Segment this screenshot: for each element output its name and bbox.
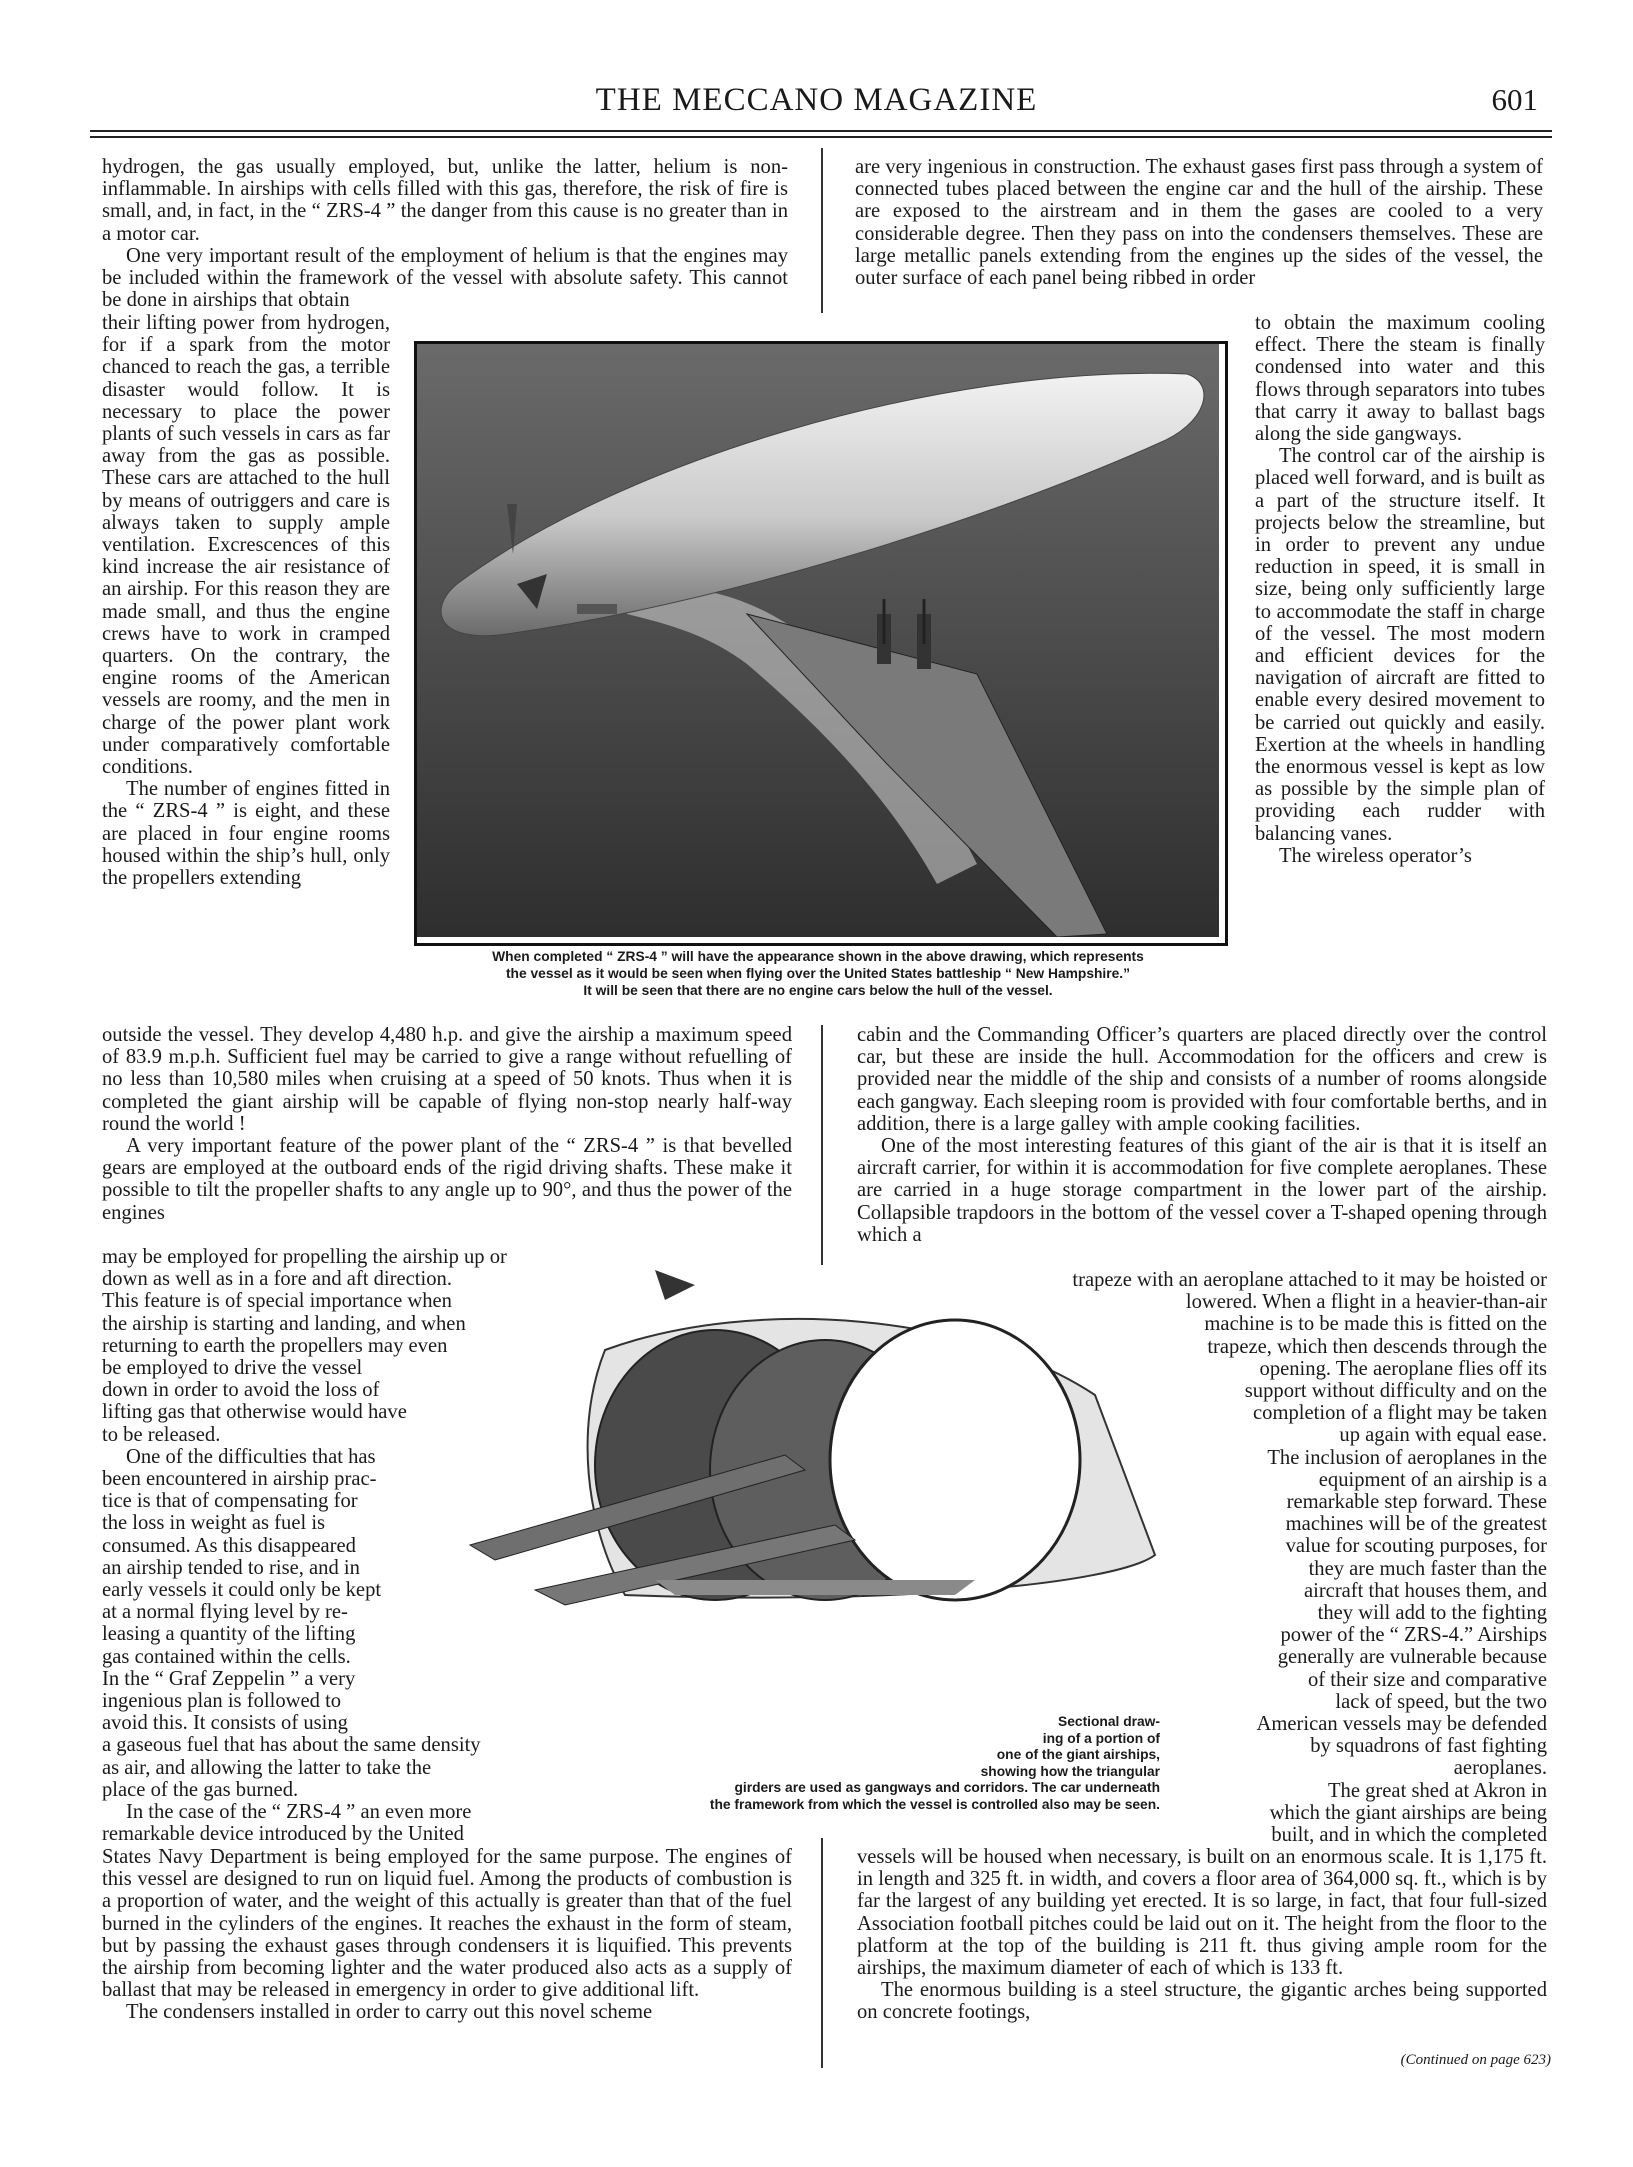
column-divider-middle (821, 1025, 823, 1265)
text-line: which the giant airships are being (1269, 1801, 1547, 1824)
caption-line: girders are used as gangways and corridors. The car underneath (734, 1780, 1160, 1795)
text-line: generally are vulnerable because (1277, 1646, 1547, 1669)
caption-line: the framework from which the vessel is controlled also may be seen. (709, 1796, 1160, 1812)
continued-note: (Continued on page 623) (1400, 2052, 1551, 2068)
text-line: built, and in which the completed (1271, 1824, 1547, 1847)
paragraph: are very ingenious in construction. The exhaust gases first pass through a system of connected tubes placed between the engine car and the hull of the airship. These are exposed to the airstream and in them the gases are cooled to a very considerable degree. Then they pass on into the condensers themselves. These are large metallic panels extending from the engines up the sides of the vessel, the outer surface of each panel being ribbed in order (855, 156, 1543, 290)
text-line: a gaseous fuel that has about the same density (102, 1734, 481, 1757)
header-rule-bottom (90, 136, 1552, 138)
text-line: at a normal flying level by re- (102, 1601, 348, 1624)
header-rule-top (90, 130, 1552, 132)
paragraph: vessels will be housed when necessary, is built on an enormous scale. It is 1,175 ft. in length and 325 ft. in width, and covers a floor area of 364,000 sq. ft., which is by far the largest of any building yet erected. It is so large, in fact, that four full-sized Association football pitches could be laid out on it. The height from the floor to the platform at the top of the building is 211 ft. thus giving ample room for the airships, the maximum diameter of each of which is 133 ft. (857, 1846, 1547, 1980)
paragraph: hydrogen, the gas usually employed, but, unlike the latter, helium is non-inflammable. In airships with cells filled with this gas, therefore, the risk of fire is small, and, in fact, in the “ ZRS-4 ” the danger from this cause is no greater than in a motor car. (102, 156, 788, 245)
text-line: returning to earth the propellers may even (102, 1334, 448, 1357)
text-line: place of the gas burned. (102, 1778, 299, 1801)
column-divider-bottom (821, 1838, 823, 2068)
text-line: In the “ Graf Zeppelin ” a very (102, 1667, 356, 1690)
paragraph: The control car of the airship is placed well forward, and is built as a part of the structure itself. It projects below the streamline, but in order to prevent any undue reduction in speed, it is small in size, being only sufficiently large to accommodate the staff in charge of the vessel. The most modern and efficient devices for the navigation of aircraft are fitted to enable every desired movement to be carried out quickly and easily. Exertion at the wheels in handling the enormous vessel is kept as low as possible by the simple plan of providing each rudder with balancing vanes. (1255, 445, 1545, 845)
text-line: they will add to the fighting (1317, 1602, 1547, 1625)
paragraph: The wireless operator’s (1279, 844, 1472, 867)
caption-line: It will be seen that there are no engine cars below the hull of the vessel. (583, 983, 1053, 998)
text-line: down in order to avoid the loss of (102, 1379, 380, 1402)
column-divider-top (821, 148, 823, 313)
airship-illustration-frame (414, 341, 1228, 946)
sectional-drawing-illustration (455, 1255, 1165, 1615)
paragraph: cabin and the Commanding Officer’s quarters are placed directly over the control car, but these are inside the hull. Accommodation for the officers and crew is provided near the middle of the ship and consists of a number of rooms alongside each gangway. Each sleeping room is provided with four comfortable berths, and in addition, there is a large galley with ample cooking facilities. (857, 1024, 1547, 1135)
text-line: equipment of an airship is a (1318, 1468, 1547, 1491)
text-line: they are much faster than the (1308, 1557, 1547, 1580)
text-line: gas contained within the cells. (102, 1645, 351, 1668)
text-line: aircraft that houses them, and (1303, 1579, 1547, 1602)
right-column-narrow (1255, 312, 1545, 867)
paragraph: The enormous building is a steel structure, the gigantic arches being supported on concrete footings, (857, 1979, 1547, 2024)
text-line: the loss in weight as fuel is (102, 1512, 326, 1535)
right-column-middle (857, 1024, 1547, 1246)
caption-line: ing of a portion of (1042, 1730, 1160, 1746)
text-line: power of the “ ZRS-4.” Airships (1280, 1624, 1547, 1647)
text-line: tice is that of compensating for (102, 1490, 358, 1513)
text-line: avoid this. It consists of using (102, 1712, 348, 1735)
magazine-title: THE MECCANO MAGAZINE (595, 82, 1038, 118)
left-column-top (102, 156, 788, 311)
text-line: American vessels may be defended (1256, 1713, 1547, 1736)
text-line: trapeze with an aeroplane attached to it may be hoisted or (1072, 1269, 1547, 1291)
text-line: as air, and allowing the latter to take the (102, 1756, 432, 1779)
text-line: remarkable step forward. These (1286, 1491, 1547, 1514)
text-line: lowered. When a flight in a heavier-than-air (1185, 1291, 1547, 1314)
text-line: to be released. (102, 1423, 221, 1446)
text-line: opening. The aeroplane flies off its (1259, 1357, 1547, 1380)
text-line: leasing a quantity of the lifting (102, 1623, 356, 1646)
paragraph: The number of engines fitted in the “ ZRS-4 ” is eight, and these are placed in four engine rooms housed within the ship’s hull, only the propellers extending (102, 778, 390, 890)
paragraph: outside the vessel. They develop 4,480 h.p. and give the airship a maximum speed of 83.9 m.p.h. Sufficient fuel may be carried to give a range without refuelling of no less than 10,580 miles when cruising at a speed of 50 knots. Thus when it is completed the giant airship will be capable of flying non-stop nearly half-way round the world ! (102, 1024, 792, 1135)
text-line: an airship tended to rise, and in (102, 1556, 360, 1579)
text-line: down as well as in a fore and aft direction. (102, 1268, 452, 1291)
text-line: consumed. As this disappeared (102, 1534, 356, 1557)
left-column-middle (102, 1024, 792, 1224)
figure1-caption (414, 948, 1222, 999)
page-number: 601 (1491, 82, 1538, 117)
text-line: This feature is of special importance when (102, 1290, 452, 1313)
caption-line: showing how the triangular (980, 1763, 1160, 1779)
text-line: remarkable device introduced by the United (102, 1823, 464, 1846)
left-column-bottom (102, 1846, 792, 2024)
paragraph: One very important result of the employment of helium is that the engines may be included within the framework of the vessel with absolute safety. This cannot be done in airships that obtain (102, 244, 788, 312)
figure2-caption (600, 1714, 1160, 1813)
text-line: completion of a flight may be taken (1253, 1402, 1547, 1425)
paragraph: to obtain the maximum cooling effect. There the steam is finally condensed into water and this flows through separators into tubes that carry it away to ballast bags along the side gangways. (1255, 312, 1545, 446)
text-line: of their size and comparative (1307, 1668, 1547, 1691)
text-line: the airship is starting and landing, and when (102, 1312, 466, 1335)
paragraph: The condensers installed in order to carry out this novel scheme (126, 2001, 653, 2024)
paragraph: One of the most interesting features of this giant of the air is that it is itself an aircraft carrier, for within it is accommodation for five complete aeroplanes. These are carried in a huge storage compartment in the lower part of the airship. Collapsible trapdoors in the bottom of the vessel cover a T-shaped opening through which a (857, 1135, 1547, 1246)
text-line: support without difficulty and on the (1244, 1380, 1547, 1403)
text-line: The inclusion of aeroplanes in the (1267, 1446, 1547, 1469)
caption-line: When completed “ ZRS-4 ” will have the appearance shown in the above drawing, which represents (492, 949, 1144, 964)
left-column-narrow (102, 312, 390, 889)
text-line: early vessels it could only be kept (102, 1579, 382, 1602)
right-column-top (855, 156, 1543, 289)
right-column-bottom (857, 1846, 1547, 2024)
text-line: aeroplanes. (1453, 1757, 1547, 1780)
text-line: trapeze, which then descends through the (1207, 1335, 1547, 1358)
text-line: The great shed at Akron in (1327, 1779, 1547, 1802)
text-line: by squadrons of fast fighting (1310, 1735, 1547, 1758)
text-line: lack of speed, but the two (1335, 1690, 1547, 1713)
text-line: lifting gas that otherwise would have (102, 1401, 407, 1424)
caption-line: one of the giant airships, (996, 1747, 1160, 1762)
caption-line: the vessel as it would be seen when flying over the United States battleship “ New Hampshire.” (505, 966, 1131, 981)
text-line: may be employed for propelling the airship up or (102, 1246, 507, 1268)
text-line: been encountered in airship prac- (102, 1468, 377, 1491)
text-line: machine is to be made this is fitted on the (1204, 1313, 1547, 1336)
text-line: One of the difficulties that has (126, 1445, 376, 1468)
text-line: up again with equal ease. (1339, 1424, 1547, 1447)
text-line: ingenious plan is followed to (102, 1690, 342, 1713)
text-line: value for scouting purposes, for (1285, 1535, 1547, 1558)
caption-line: Sectional draw- (1058, 1714, 1160, 1729)
text-line: be employed to drive the vessel (102, 1357, 363, 1380)
paragraph: their lifting power from hydrogen, for if a spark from the motor chanced to reach the gas, a terrible disaster would follow. It is necessary to place the power plants of such vessels in cars as far away from the gas as possible. These cars are attached to the hull by means of outriggers and care is always taken to supply ample ventilation. Excrescences of this kind increase the air resistance of an airship. For this reason they are made small, and thus the engine crews have to work in cramped quarters. On the contrary, the engine rooms of the American vessels are roomy, and the men in charge of the power plant work under comparatively comfortable conditions. (102, 312, 390, 779)
airship-over-battleship-illustration (417, 344, 1219, 937)
paragraph: States Navy Department is being employed for the same purpose. The engines of this vessel are designed to run on liquid fuel. Among the products of combustion is a proportion of water, and the weight of this actually is greater than that of the fuel burned in the cylinders of the engines. It reaches the exhaust in the form of steam, but by passing the exhaust gases through condensers it is liquified. This prevents the airship from becoming lighter and the water produced also acts as a supply of ballast that may be released in emergency in order to give additional lift. (102, 1846, 792, 2002)
paragraph: A very important feature of the power plant of the “ ZRS-4 ” is that bevelled gears are employed at the outboard ends of the rigid driving shafts. These make it possible to tilt the propeller shafts to any angle up to 90°, and thus the power of the engines (102, 1135, 792, 1224)
text-line: machines will be of the greatest (1285, 1513, 1547, 1536)
text-line: In the case of the “ ZRS-4 ” an even more (126, 1801, 472, 1824)
